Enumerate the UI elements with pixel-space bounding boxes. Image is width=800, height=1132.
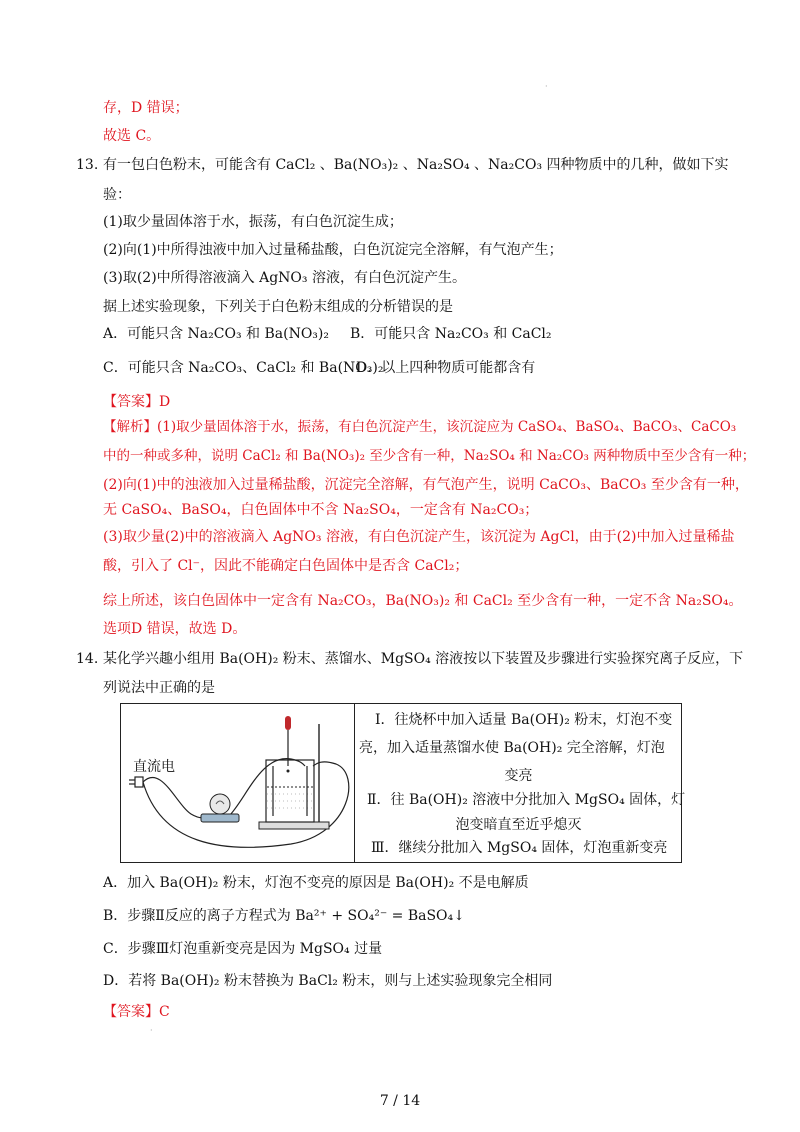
- prev-line-2: 故选 C。: [103, 128, 161, 144]
- apparatus-diagram: [121, 704, 354, 862]
- q13-option-c: C．可能只含 Na₂CO₃、CaCl₂ 和 Ba(NO₃)₂: [103, 360, 384, 376]
- apparatus-drawing: [121, 704, 354, 862]
- step-2-line-1: Ⅱ．往 Ba(OH)₂ 溶液中分批加入 MgSO₄ 固体，灯: [367, 792, 686, 808]
- bulb-base: [201, 814, 239, 822]
- q13-question: 据上述实验现象，下列关于白色粉末组成的分析错误的是: [103, 299, 453, 315]
- q14-option-a: A．加入 Ba(OH)₂ 粉末，灯泡不变亮的原因是 Ba(OH)₂ 不是电解质: [103, 875, 529, 891]
- step-1-line-2: 亮，加入适量蒸馏水使 Ba(OH)₂ 完全溶解，灯泡: [359, 740, 665, 756]
- q13-analysis-1: 【解析】(1)取少量固体溶于水，振荡，有白色沉淀产生，该沉淀应为 CaSO₄、BaSO₄、BaCO₃、CaCO₃: [103, 419, 737, 435]
- q13-analysis-8: 选项D 错误，故选 D。: [103, 621, 247, 637]
- q13-stem-2: 验：: [103, 187, 131, 203]
- experiment-figure: [120, 703, 686, 863]
- q14-option-d: D．若将 Ba(OH)₂ 粉末替换为 BaCl₂ 粉末，则与上述实验现象完全相同: [103, 973, 553, 989]
- q13-option-d: D．以上四种物质可能都含有: [356, 360, 536, 376]
- prev-line-1: 存，D 错误；: [103, 100, 189, 116]
- q14-option-c: C．步骤Ⅲ灯泡重新变亮是因为 MgSO₄ 过量: [103, 941, 383, 957]
- plug-icon: [135, 777, 143, 787]
- page-number: 7 / 14: [379, 1093, 421, 1109]
- q13-step-2: (2)向(1)中所得浊液中加入过量稀盐酸，白色沉淀完全溶解，有气泡产生；: [103, 242, 563, 258]
- q13-analysis-5: (3)取少量(2)中的溶液滴入 AgNO₃ 溶液，有白色沉淀产生，该沉淀为 AgCl，由于(2)中加入过量稀盐: [103, 529, 735, 545]
- q14-answer: 【答案】C: [103, 1004, 170, 1020]
- step-2-line-2: 泡变暗直至近乎熄灭: [455, 817, 582, 833]
- q14-stem-2: 列说法中正确的是: [103, 680, 215, 696]
- scan-dot: ·: [545, 82, 548, 91]
- bulb-icon: [210, 794, 230, 814]
- power-label: 直流电: [133, 759, 175, 775]
- q13-option-b: B．可能只含 Na₂CO₃ 和 CaCl₂: [350, 326, 552, 342]
- q13-analysis-6: 酸，引入了 Cl⁻，因此不能确定白色固体中是否含 CaCl₂；: [103, 558, 469, 574]
- step-3-line-1: Ⅲ．继续分批加入 MgSO₄ 固体，灯泡重新变亮: [371, 840, 668, 856]
- q13-answer: 【答案】D: [103, 394, 171, 410]
- q13-analysis-4: 无 CaSO₄、BaSO₄，白色固体中不含 Na₂SO₄，一定含有 Na₂CO₃；: [103, 502, 539, 518]
- q14-number: 14.: [76, 651, 99, 667]
- q13-stem-1: 有一包白色粉末，可能含有 CaCl₂ 、Ba(NO₃)₂ 、Na₂SO₄ 、Na₂CO₃ 四种物质中的几种，做如下实: [103, 157, 729, 173]
- q13-analysis-2: 中的一种或多种，说明 CaCl₂ 和 Ba(NO₃)₂ 至少含有一种，Na₂SO₄ 和 Na₂CO₃ 两种物质中至少含有一种；: [103, 448, 756, 464]
- q13-step-1: (1)取少量固体溶于水，振荡，有白色沉淀生成；: [103, 214, 403, 230]
- experiment-steps: [354, 704, 686, 862]
- scan-dot: ·: [150, 1026, 153, 1035]
- wire-left: [143, 777, 213, 817]
- q13-analysis-3: (2)向(1)中的浊液加入过量稀盐酸，沉淀完全溶解，有气泡产生，说明 CaCO₃、BaCO₃ 至少含有一种，: [103, 477, 749, 493]
- step-1-line-3: 变亮: [504, 768, 533, 784]
- dropper-icon: [285, 716, 291, 730]
- step-1-line-1: Ⅰ．往烧杯中加入适量 Ba(OH)₂ 粉末，灯泡不变: [375, 712, 673, 728]
- q14-stem-1: 某化学兴趣小组用 Ba(OH)₂ 粉末、蒸馏水、MgSO₄ 溶液按以下装置及步骤进行实验探究离子反应，下: [103, 651, 744, 667]
- stand-base: [259, 822, 329, 829]
- q14-option-b: B．步骤Ⅱ反应的离子方程式为 Ba²⁺ + SO₄²⁻ = BaSO₄↓: [103, 908, 465, 924]
- q13-analysis-7: 综上所述，该白色固体中一定含有 Na₂CO₃，Ba(NO₃)₂ 和 CaCl₂ 至少含有一种，一定不含 Na₂SO₄。: [103, 593, 743, 609]
- q13-step-3: (3)取(2)中所得溶液滴入 AgNO₃ 溶液，有白色沉淀产生。: [103, 270, 466, 286]
- q13-number: 13.: [76, 157, 99, 173]
- q13-option-a: A．可能只含 Na₂CO₃ 和 Ba(NO₃)₂: [103, 326, 329, 342]
